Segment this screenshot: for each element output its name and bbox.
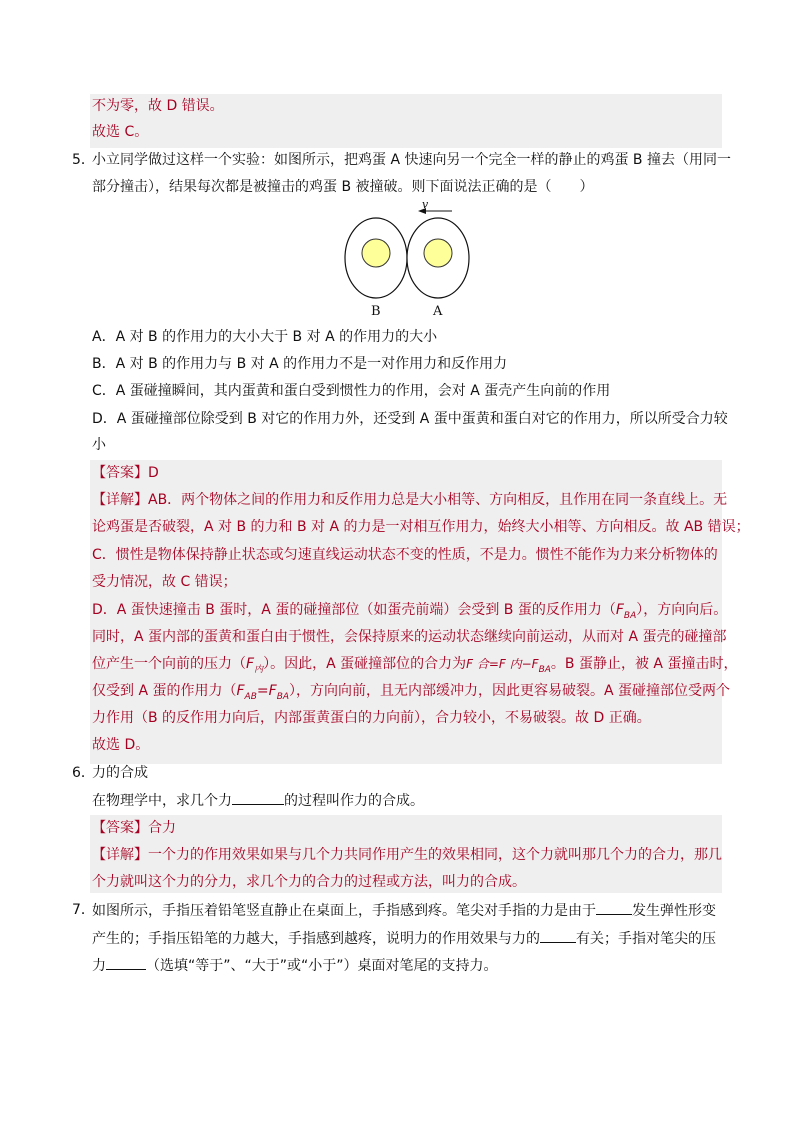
q5-option-a: A．A 对 B 的作用力的大小大于 B 对 A 的作用力的大小: [92, 329, 438, 345]
q5-detail-line1: 【详解】AB．两个物体之间的作用力和反作用力总是大小相等、方向相反，且作用在同一条直线上。无: [92, 492, 728, 508]
q5-detail-line6: 同时，A 蛋内部的蛋黄和蛋白由于惯性，会保持原来的运动状态继续向前运动，从而对 A 蛋壳的碰撞部: [92, 629, 727, 645]
fill-blank[interactable]: [232, 790, 284, 805]
answer-tag: 【答案】: [92, 465, 148, 481]
q5-detail-line3: C．惯性是物体保持静止状态或匀速直线运动状态不变的性质，不是力。惯性不能作为力来分析物体的: [92, 547, 718, 563]
q6-number: 6．: [72, 765, 95, 781]
velocity-label: v: [422, 198, 429, 211]
q5-detail-line8: 仅受到 A 蛋的作用力$(F_{AB}=F_{BA})$，方向向前，且无内部缓冲力，因此更容易破裂。A 蛋碰撞部位受两个: [92, 683, 731, 702]
answer-value: D: [148, 465, 159, 481]
egg-a-yolk: [424, 239, 452, 267]
egg-b-label: B: [371, 304, 381, 319]
q5-stem-line2: 部分撞击），结果每次都是被撞击的鸡蛋 B 被撞破。则下面说法正确的是（ ）: [92, 179, 594, 195]
q6-title: 力的合成: [92, 765, 148, 781]
q5-stem-line1: 小立同学做过这样一个实验：如图所示，把鸡蛋 A 快速向另一个完全一样的静止的鸡蛋 B 撞去（用同一: [92, 152, 731, 168]
q5-number: 5．: [72, 152, 95, 168]
prev-choice-line: 故选 C。: [92, 124, 149, 140]
fill-blank[interactable]: [106, 955, 146, 970]
answer-value: 合力: [148, 820, 176, 836]
q5-detail-line4: 受力情况，故 C 错误；: [92, 574, 237, 590]
egg-b-yolk: [362, 239, 390, 267]
detail-tag: 【详解】: [92, 847, 148, 863]
q6-detail-line2: 个力就叫这个力的分力，求几个力的合力的过程或方法，叫力的合成。: [92, 874, 526, 890]
q5-detail-line9: 力作用（B 的反作用力向后，内部蛋黄蛋白的力向前），合力较小，不易破裂。故 D 正确。: [92, 710, 651, 726]
fill-blank[interactable]: [540, 928, 576, 943]
q5-detail-line5: D．A 蛋快速撞击 B 蛋时，A 蛋的碰撞部位（如蛋壳前端）会受到 B 蛋的反作用力$(F_{BA})$，方向向后。: [92, 602, 728, 621]
egg-a-label: A: [433, 304, 443, 319]
q5-detail-line7: 位产生一个向前的压力$(F_内)$。因此，A 蛋碰撞部位的合力为F 合=F 内$-F_{BA}$。B 蛋静止，被 A 蛋撞击时，: [92, 656, 738, 675]
q7-line2: 产生的；手指压铅笔的力越大，手指感到越疼，说明力的作用效果与力的 有关；手指对笔尖的压: [92, 928, 716, 949]
q5-option-d-cont: 小: [92, 437, 106, 453]
q5-option-b: B．A 对 B 的作用力与 B 对 A 的作用力不是一对作用力和反作用力: [92, 356, 508, 372]
fill-blank[interactable]: [596, 900, 632, 915]
q5-answer: [92, 463, 159, 483]
q7-line1: 如图所示，手指压着铅笔竖直静止在桌面上，手指感到疼。笔尖对手指的力是由于 发生弹性形变: [92, 900, 716, 921]
q7-line3: 力 （选填“等于”、“大于”或“小于”）桌面对笔尾的支持力。: [92, 955, 498, 976]
prev-detail-line: 不为零，故 D 错误。: [92, 98, 224, 114]
q6-answer: [92, 818, 176, 838]
q7-number: 7．: [72, 902, 95, 918]
q5-option-d: D．A 蛋碰撞部位除受到 B 对它的作用力外，还受到 A 蛋中蛋黄和蛋白对它的作用力，所以所受合力较: [92, 411, 728, 427]
detail-tag: 【详解】: [92, 492, 148, 508]
q5-detail-line10: 故选 D。: [92, 737, 150, 753]
q6-detail-line1: 【详解】一个力的作用效果如果与几个力共同作用产生的效果相同，这个力就叫那几个力的合力，那几: [92, 847, 722, 863]
q6-stem: 在物理学中，求几个力 的过程叫作力的合成。: [92, 790, 424, 811]
egg-collision-figure: [340, 198, 480, 320]
answer-tag: 【答案】: [92, 820, 148, 836]
q5-option-c: C．A 蛋碰撞瞬间，其内蛋黄和蛋白受到惯性力的作用，会对 A 蛋壳产生向前的作用: [92, 383, 611, 399]
q5-detail-line2: 论鸡蛋是否破裂，A 对 B 的力和 B 对 A 的力是一对相互作用力，始终大小相等、方向相反。故 AB 错误；: [92, 519, 750, 535]
